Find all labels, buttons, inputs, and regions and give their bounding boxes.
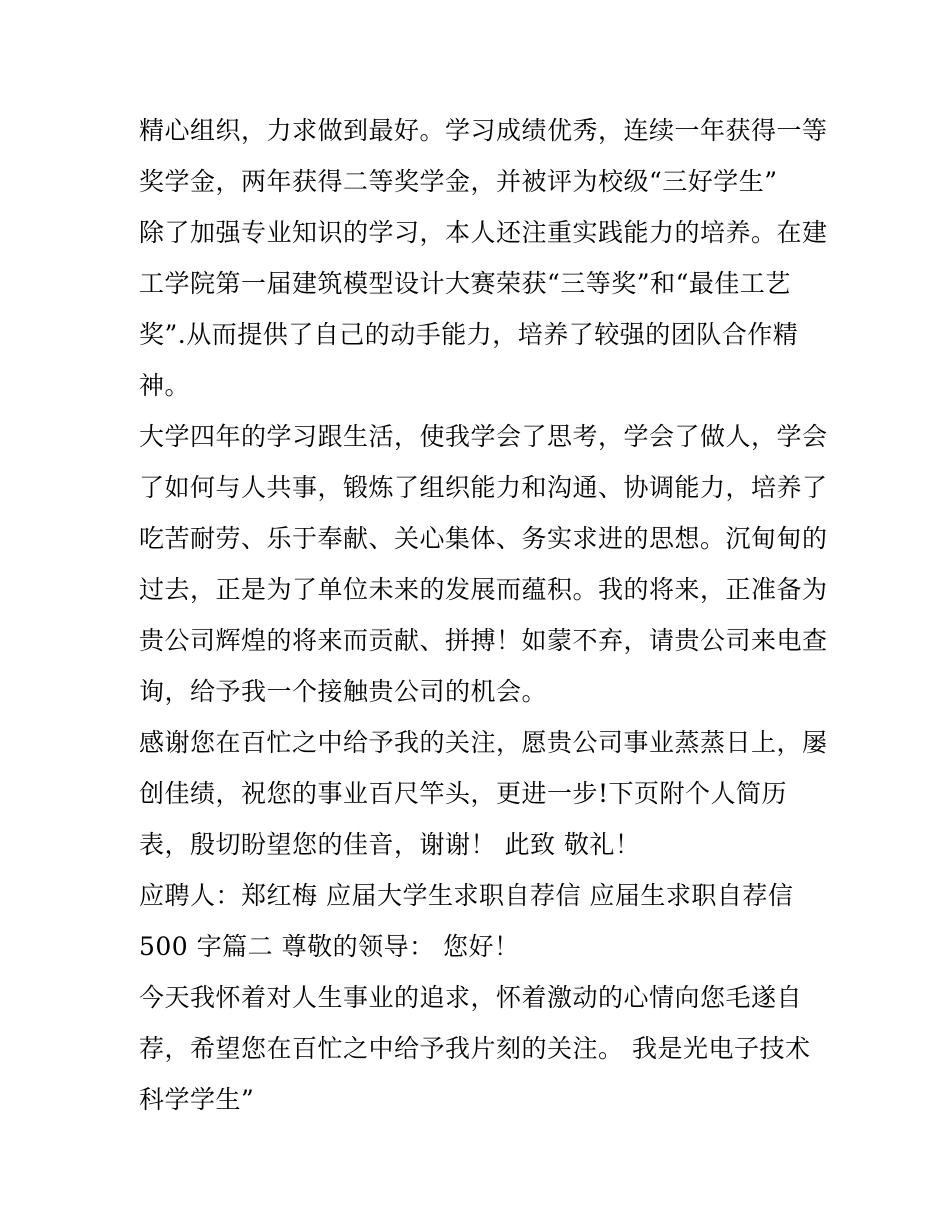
- text-line: 贵公司辉煌的将来而贡献、拼搏！如蒙不弃，请贵公司来电查: [139, 626, 828, 655]
- text-line: 奖学金，两年获得二等奖学金，并被评为校级“三好学生”: [139, 167, 778, 196]
- text-line: 大学四年的学习跟生活，使我学会了思考，学会了做人，学会: [139, 422, 828, 451]
- text-line: 精心组织，力求做到最好。学习成绩优秀，连续一年获得一等: [139, 116, 828, 145]
- text-line: 今天我怀着对人生事业的追求，怀着激动的心情向您毛遂自: [139, 983, 803, 1012]
- text-line: 工学院第一届建筑模型设计大赛荣获“三等奖”和“最佳工艺: [139, 269, 791, 298]
- text-line: 500 字篇二 尊敬的领导： 您好！: [139, 932, 520, 961]
- text-line: 奖”.从而提供了自己的动手能力，培养了较强的团队合作精: [139, 320, 799, 349]
- text-line: 荐，希望您在百忙之中给予我片刻的关注。 我是光电子技术: [139, 1034, 811, 1063]
- text-line: 除了加强专业知识的学习，本人还注重实践能力的培养。在建: [139, 218, 828, 247]
- text-line: 过去，正是为了单位未来的发展而蕴积。我的将来，正准备为: [139, 575, 828, 604]
- text-line: 表，殷切盼望您的佳音，谢谢！ 此致 敬礼！: [139, 830, 641, 859]
- text-line: 感谢您在百忙之中给予我的关注，愿贵公司事业蒸蒸日上，屡: [139, 728, 828, 757]
- text-line: 应聘人：郑红梅 应届大学生求职自荐信 应届生求职自荐信: [139, 881, 794, 910]
- text-line: 询，给予我一个接触贵公司的机会。: [139, 677, 548, 706]
- text-line: 神。: [139, 371, 191, 400]
- text-line: 了如何与人共事，锻炼了组织能力和沟通、协调能力，培养了: [139, 473, 828, 502]
- text-line: 吃苦耐劳、乐于奉献、关心集体、务实求进的思想。沉甸甸的: [139, 524, 828, 553]
- text-line: 科学学生”: [139, 1085, 255, 1114]
- text-line: 创佳绩，祝您的事业百尺竿头，更进一步!下页附个人简历: [139, 779, 788, 808]
